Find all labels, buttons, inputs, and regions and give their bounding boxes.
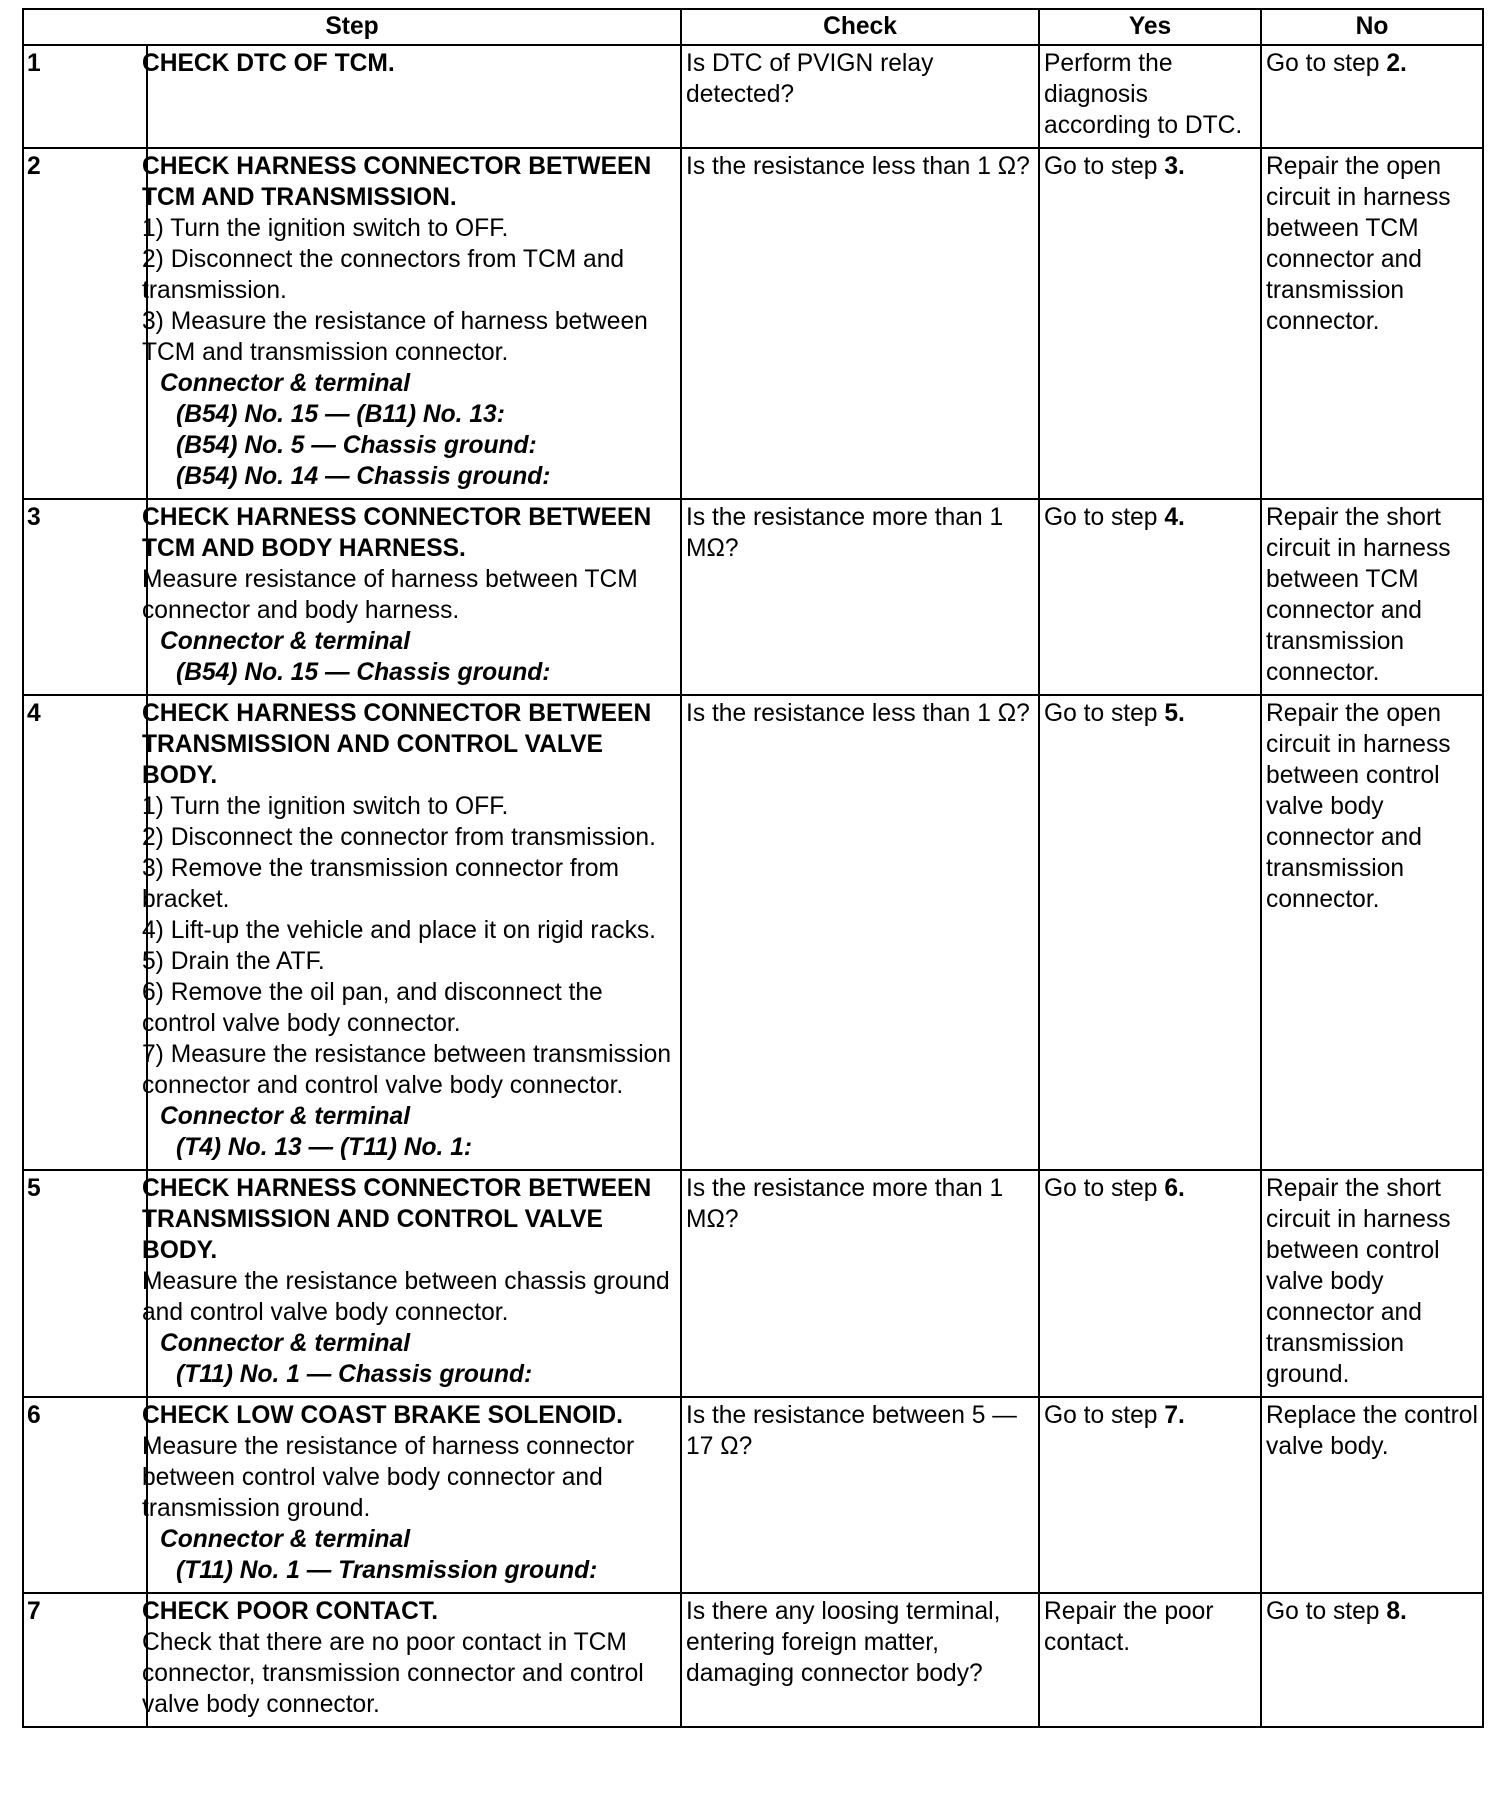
step-substep: 2) Disconnect the connector from transmission. xyxy=(142,824,656,851)
table-row xyxy=(23,1593,1483,1727)
yes-step-ref: 7. xyxy=(1164,1402,1185,1429)
step-title: CHECK HARNESS CONNECTOR BETWEEN TRANSMISSION AND CONTROL VALVE BODY. xyxy=(142,700,652,789)
step-number: 7 xyxy=(23,1593,147,1727)
header-step: Step xyxy=(23,9,681,45)
step-cell xyxy=(142,148,681,499)
table-row xyxy=(23,499,1483,695)
table-row xyxy=(23,1397,1483,1593)
connector-value: (T4) No. 13 — (T11) No. 1: xyxy=(176,1134,473,1161)
table-row xyxy=(23,45,1483,148)
step-number: 2 xyxy=(23,148,147,499)
no-text: Go to step xyxy=(1266,50,1380,77)
step-title: CHECK HARNESS CONNECTOR BETWEEN TCM AND BODY HARNESS. xyxy=(142,504,652,562)
header-no: No xyxy=(1261,9,1483,45)
yes-cell: Perform the diagnosis according to DTC. xyxy=(1039,45,1261,148)
no-cell xyxy=(1261,1593,1483,1727)
step-number: 4 xyxy=(23,695,147,1170)
connector-label: Connector & terminal xyxy=(160,1330,411,1357)
table-row xyxy=(23,148,1483,499)
step-cell xyxy=(142,45,681,148)
yes-text: Go to step xyxy=(1044,1175,1158,1202)
diagnostic-table xyxy=(22,8,1484,1728)
step-substep: 1) Turn the ignition switch to OFF. xyxy=(142,793,509,820)
step-cell xyxy=(142,695,681,1170)
yes-cell xyxy=(1039,1170,1261,1397)
yes-cell xyxy=(1039,148,1261,499)
no-text: Go to step xyxy=(1266,1598,1380,1625)
step-number: 1 xyxy=(23,45,147,148)
connector-label: Connector & terminal xyxy=(160,628,411,655)
no-step-ref: 8. xyxy=(1386,1598,1407,1625)
no-cell: Repair the short circuit in harness between TCM connector and transmission connector. xyxy=(1261,499,1483,695)
step-cell xyxy=(142,1170,681,1397)
yes-text: Go to step xyxy=(1044,1402,1158,1429)
step-title: CHECK DTC OF TCM. xyxy=(142,50,395,77)
step-title: CHECK HARNESS CONNECTOR BETWEEN TCM AND TRANSMISSION. xyxy=(142,153,652,211)
step-substep: 2) Disconnect the connectors from TCM and transmission. xyxy=(142,246,625,304)
step-number: 5 xyxy=(23,1170,147,1397)
step-cell xyxy=(142,1397,681,1593)
no-cell: Repair the open circuit in harness between control valve body connector and transmission connector. xyxy=(1261,695,1483,1170)
no-cell: Replace the control valve body. xyxy=(1261,1397,1483,1593)
table-row xyxy=(23,1170,1483,1397)
check-cell: Is DTC of PVIGN relay detected? xyxy=(681,45,1039,148)
table-header-row xyxy=(23,9,1483,45)
yes-text: Go to step xyxy=(1044,153,1158,180)
yes-cell xyxy=(1039,499,1261,695)
check-cell: Is the resistance between 5 — 17 Ω? xyxy=(681,1397,1039,1593)
connector-value: (B54) No. 14 — Chassis ground: xyxy=(176,463,551,490)
yes-text: Go to step xyxy=(1044,504,1158,531)
step-substep: 6) Remove the oil pan, and disconnect the control valve body connector. xyxy=(142,979,603,1037)
step-description: Measure resistance of harness between TCM connector and body harness. xyxy=(142,566,638,624)
check-cell: Is the resistance less than 1 Ω? xyxy=(681,695,1039,1170)
connector-value: (T11) No. 1 — Chassis ground: xyxy=(176,1361,533,1388)
header-yes: Yes xyxy=(1039,9,1261,45)
no-cell: Repair the open circuit in harness between TCM connector and transmission connector. xyxy=(1261,148,1483,499)
step-description: Measure the resistance of harness connector between control valve body connector and transmission ground. xyxy=(142,1433,635,1522)
connector-label: Connector & terminal xyxy=(160,1526,411,1553)
yes-text: Go to step xyxy=(1044,700,1158,727)
step-cell xyxy=(142,499,681,695)
connector-value: (B54) No. 15 — (B11) No. 13: xyxy=(176,401,505,428)
connector-value: (B54) No. 5 — Chassis ground: xyxy=(176,432,537,459)
step-title: CHECK LOW COAST BRAKE SOLENOID. xyxy=(142,1402,623,1429)
step-number: 6 xyxy=(23,1397,147,1593)
yes-step-ref: 6. xyxy=(1164,1175,1185,1202)
no-step-ref: 2. xyxy=(1386,50,1407,77)
yes-cell xyxy=(1039,1397,1261,1593)
yes-step-ref: 5. xyxy=(1164,700,1185,727)
step-title: CHECK POOR CONTACT. xyxy=(142,1598,439,1625)
header-check: Check xyxy=(681,9,1039,45)
check-cell: Is the resistance more than 1 MΩ? xyxy=(681,1170,1039,1397)
step-description: Check that there are no poor contact in TCM connector, transmission connector and control valve body connector. xyxy=(142,1629,644,1718)
yes-cell xyxy=(1039,695,1261,1170)
connector-label: Connector & terminal xyxy=(160,1103,411,1130)
yes-step-ref: 3. xyxy=(1164,153,1185,180)
check-cell: Is there any loosing terminal, entering foreign matter, damaging connector body? xyxy=(681,1593,1039,1727)
step-substep: 7) Measure the resistance between transmission connector and control valve body connector. xyxy=(142,1041,672,1099)
step-substep: 1) Turn the ignition switch to OFF. xyxy=(142,215,509,242)
step-substep: 4) Lift-up the vehicle and place it on rigid racks. xyxy=(142,917,657,944)
step-substep: 3) Measure the resistance of harness between TCM and transmission connector. xyxy=(142,308,648,366)
no-cell: Repair the short circuit in harness between control valve body connector and transmission ground. xyxy=(1261,1170,1483,1397)
step-cell xyxy=(142,1593,681,1727)
connector-value: (B54) No. 15 — Chassis ground: xyxy=(176,659,551,686)
check-cell: Is the resistance more than 1 MΩ? xyxy=(681,499,1039,695)
step-description: Measure the resistance between chassis ground and control valve body connector. xyxy=(142,1268,670,1326)
yes-cell: Repair the poor contact. xyxy=(1039,1593,1261,1727)
yes-step-ref: 4. xyxy=(1164,504,1185,531)
step-substep: 3) Remove the transmission connector from bracket. xyxy=(142,855,620,913)
check-cell: Is the resistance less than 1 Ω? xyxy=(681,148,1039,499)
step-substep: 5) Drain the ATF. xyxy=(142,948,325,975)
step-number: 3 xyxy=(23,499,147,695)
step-title: CHECK HARNESS CONNECTOR BETWEEN TRANSMISSION AND CONTROL VALVE BODY. xyxy=(142,1175,652,1264)
connector-value: (T11) No. 1 — Transmission ground: xyxy=(176,1557,598,1584)
no-cell xyxy=(1261,45,1483,148)
connector-label: Connector & terminal xyxy=(160,370,411,397)
diagnostic-document xyxy=(22,8,1482,1728)
table-row xyxy=(23,695,1483,1170)
